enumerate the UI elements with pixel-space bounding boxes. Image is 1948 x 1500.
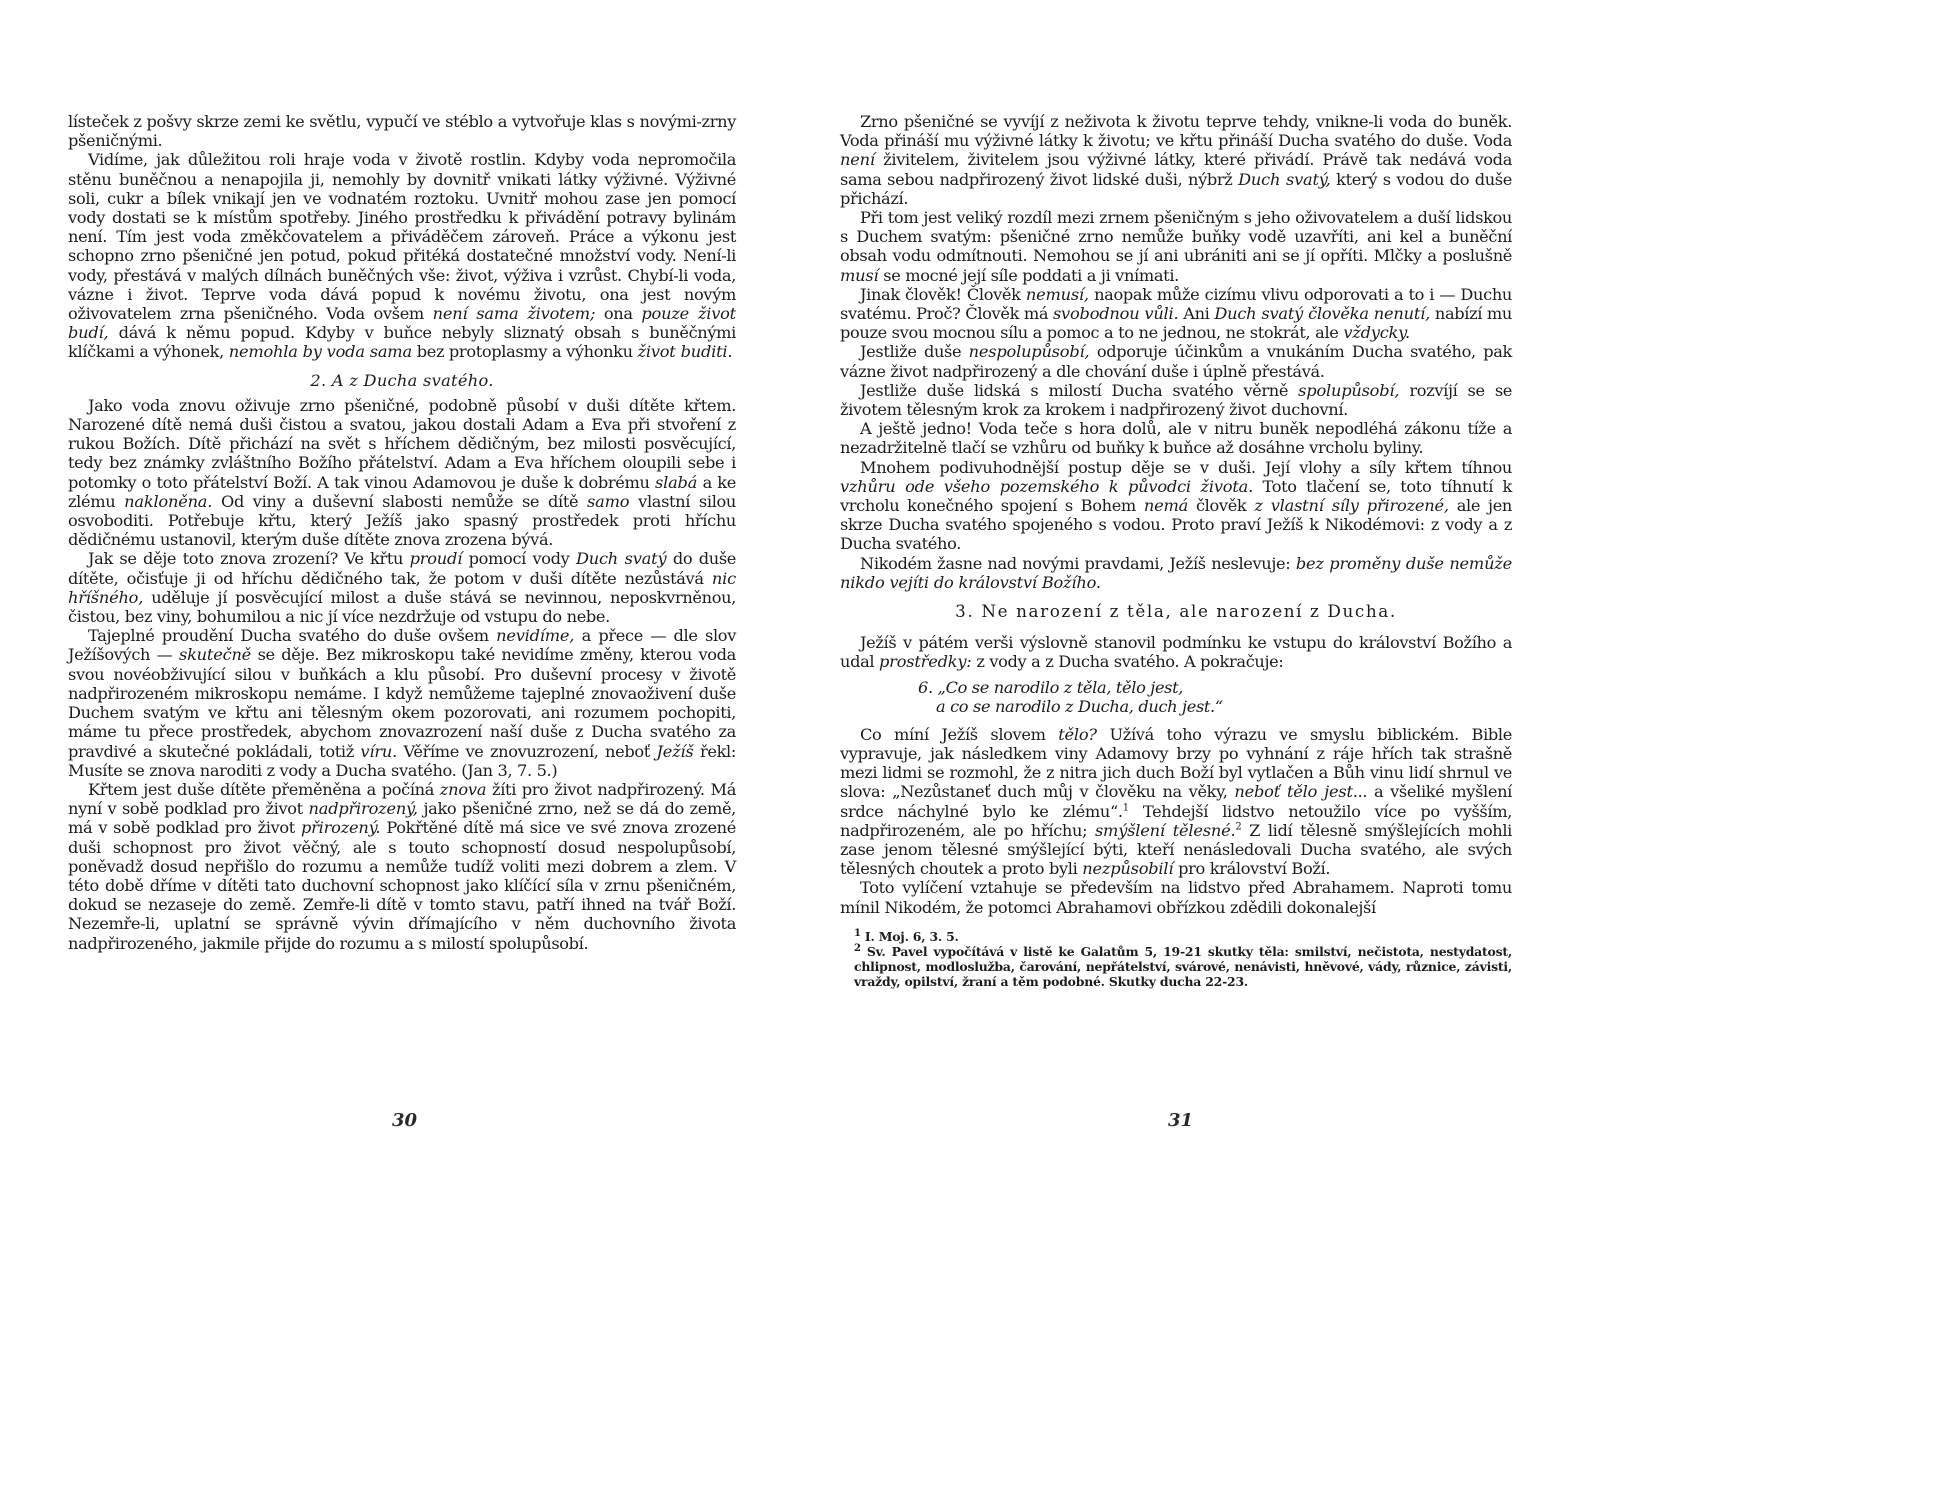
page-number: 30 xyxy=(392,1110,418,1131)
paragraph: Jak se děje toto znova zrození? Ve křtu proudí pomocí vody Duch svatý do duše dítěte, očisťuje ji od hříchu dědičného tak, že potom v duši dítěte nezůstává nic hříšného, uděluje jí posvěcující milost a duše stává se nevinnou, neposkvrněnou, čistou, bez viny, bohumilou a nic jí více nezdržuje od vstupu do nebe. xyxy=(68,549,737,627)
paragraph: Jako voda znovu oživuje zrno pšeničné, podobně působí v duši dítěte křtem. Narozené dítě nemá duši čistou a svatou, jakou dostali Adam a Eva při stvoření z rukou Božích. Dítě přichází na svět s hříchem dědičným, bez milosti posvěcující, tedy bez známky zvláštního Božího přátelství. Adam a Eva hříchem oloupili sebe i potomky o toto přátelství Boží. A tak vinou Adamovou je duše k dobrému slabá a ke zlému nakloněna. Od viny a duševní slabosti nemůže se dítě samo vlastní silou osvoboditi. Potřebuje křtu, který Ježíš jako spasný prostředek proti hříchu dědičnému ustanovil, kterým duše dítěte znova zrozena bývá. xyxy=(68,395,736,550)
footnote-ref: 2 xyxy=(1235,821,1242,833)
section-heading: 3. Ne narození z těla, ale narození z Ducha. xyxy=(955,601,1397,622)
paragraph: Jestliže duše nespolupůsobí, odporuje účinkům a vnukáním Ducha svatého, pak vázne život nadpřirozený a dle chování duše i úplně přestává. xyxy=(840,342,1512,381)
bible-verse-quote xyxy=(918,678,1512,717)
paragraph: Při tom jest veliký rozdíl mezi zrnem pšeničným s jeho oživovatelem a duší lidskou s Duchem svatým: pšeničné zrno nemůže buňky vodě uzavříti, ani kel a buněční obsah vodu odmítnouti. Nemohou se jí ani ubrániti ani se jí opříti. Mlčky a poslušně musí se mocné její síle poddati a ji vnímati. xyxy=(840,208,1512,285)
paragraph: Jestliže duše lidská s milostí Ducha svatého věrně spolupůsobí, rozvíjí se se životem tělesným krok za krokem i nadpřirozený život duchovní. xyxy=(840,380,1513,420)
footnote: $^1$ I. Moj. 6, 3. 5. xyxy=(854,927,959,944)
paragraph: A ještě jedno! Voda teče s hora dolů, ale v nitru buněk nepodléhá zákonu tíže a nezadržitelně tlačí se vzhůru od buňky k buňce až dosáhne vrcholu byliny. xyxy=(840,419,1512,458)
paragraph: Mnohem podivuhodnější postup děje se v duši. Její vlohy a síly křtem tíhnou vzhůru ode všeho pozemského k původci života. Toto tlačení se, toto tíhnutí k vrcholu konečného spojení s Bohem nemá člověk z vlastní síly přirozené, ale jen skrze Ducha svatého spojeného s vodou. Proto praví Ježíš k Nikodémovi: z vody a z Ducha svatého. xyxy=(840,457,1512,554)
footnotes xyxy=(840,929,1512,989)
footnote-ref: 1 xyxy=(1122,802,1129,814)
left-page-text xyxy=(68,112,736,953)
paragraph: Křtem jest duše dítěte přeměněna a počíná znova žíti pro život nadpřirozený. Má nyní v sobě podklad pro život nadpřirozený, jako pšeničné zrno, než se dá do země, má v sobě podklad pro život přirozený. Pokřtěné dítě má sice ve své znova zrozené duši schopnost pro život věčný, ale s touto schopností dosud nespolupůsobí, poněvadž dosud nepřišlo do rozumu a nemůže tudíž voliti mezi dobrem a zlem. V této době dříme v dítěti tato duchovní schopnost jako klíčící síla v zrnu pšeničném, dokud se nezaseje do země. Zemře-li dítě v tomto stavu, patří ihned na tvář Boží. Nezemře-li, uplatní se správně vývin dřímajícího v něm duchovního života nadpřirozeného, jakmile přijde do rozumu a s milostí spolupůsobí. xyxy=(68,779,736,953)
page-number: 31 xyxy=(1168,1110,1194,1131)
verse-line: a co se narodilo z Ducha, duch jest.“ xyxy=(936,697,1223,717)
paragraph: Co míní Ježíš slovem tělo? Užívá toho výrazu ve smyslu biblickém. Bible vypravuje, jak následkem viny Adamovy brzy po vyhnání z ráje hřích tak strašně mezi lidmi se rozmohl, že z nitra jich duch Boží byl vytlačen a Bůh vinu lidí shrnul ve slova: „Nezůstaneť duch můj v člověku na věky, neboť tělo jest... a všeliké myšlení srdce náchylné bylo ke zlému“.$^1$ Tehdejší lidstvo netoužilo více po vyšším, nadpřirozeném, ale po hříchu; smýšlení tělesné.$^2$ Z lidí tělesně smýšlejících mohli zase jenom tělesné smýšlející býti, kteří nenásledovali Ducha svatého, ale svých tělesných choutek a proto byli nezpůsobilí pro království Boží. xyxy=(840,724,1512,879)
section-heading: 2. A z Ducha svatého. xyxy=(310,370,494,390)
verse-line: 6. „Co se narodilo z těla, tělo jest, xyxy=(918,677,1184,697)
paragraph: Tajeplné proudění Ducha svatého do duše ovšem nevidíme, a přece — dle slov Ježíšových — skutečně se děje. Bez mikroskopu také nevidíme změny, kterou voda svou novéobživující silou v buňkách a klu působí. Pro duševní procesy v životě nadpřirozeném mikroskopu nemáme. I když nemůžeme tajeplné znovaoživení duše Duchem svatým ve křtu ani tělesným okem pozorovati, ani rozumem pochopiti, máme tu přece prostředek, abychom znovazrození naší duše z Ducha svatého za pravdivé a skutečné pokládali, totiž víru. Věříme ve znovuzrození, neboť Ježíš řekl: Musíte se znova naroditi z vody a Ducha svatého. (Jan 3, 7. 5.) xyxy=(68,626,736,780)
paragraph: Vidíme, jak důležitou roli hraje voda v životě rostlin. Kdyby voda nepromočila stěnu buněčnou a nenapojila ji, nemohly by dovnitř vnikati látky výživné. Výživné soli, cukr a bílek vnikají jen ve vodnatém roztoku. Uvnitř mohou zase jen pomocí vody dostati se k místům spotřeby. Jiného prostředku k přivádění potravy bylinám není. Tím jest voda změkčovatelem a přiváděčem zároveň. Práce a výkonu jest schopno zrno pšeničné jen potud, pokud přitéká dostatečné množství vody. Není-li vody, přestává v malých dílnách buněčných vše: život, výživa i vzrůst. Chybí-li voda, vázne i život. Teprve voda dává popud k novému životu, ona jest novým oživovatelem zrna pšeničného. Voda ovšem není sama životem; ona pouze život budí, dává k němu popud. Kdyby v buňce nebyly sliznatý obsah s buněčnými klíčkami a výhonek, nemohla by voda sama bez protoplasmy a výhonku život buditi. xyxy=(68,150,736,362)
paragraph: lísteček z pošvy skrze zemi ke světlu, vypučí ve stéblo a vytvořuje klas s novými-zrny pšeničnými. xyxy=(68,112,736,151)
paragraph: Toto vylíčení vztahuje se především na lidstvo před Abrahamem. Naproti tomu mínil Nikodém, že potomci Abrahamovi obřízkou zdědili dokonalejší xyxy=(840,878,1512,917)
paragraph: Ježíš v pátém verši výslovně stanovil podmínku ke vstupu do království Božího a udal prostředky: z vody a z Ducha svatého. A pokračuje: xyxy=(840,633,1512,672)
paragraph: Nikodém žasne nad novými pravdami, Ježíš neslevuje: bez proměny duše nemůže nikdo vejíti do království Božího. xyxy=(840,553,1513,592)
paragraph: Jinak člověk! Člověk nemusí, naopak může cizímu vlivu odporovati a to i — Duchu svatému. Proč? Člověk má svobodnou vůli. Ani Duch svatý člověka nenutí, nabízí mu pouze svou mocnou sílu a pomoc a to ne jednou, ne stokrát, ale vždycky. xyxy=(840,284,1513,343)
right-page-text xyxy=(840,112,1512,989)
footnote: $^2$ Sv. Pavel vypočítává v listě ke Galatům 5, 19-21 skutky těla: smilství, nečistota, nestydatost, chlipnost, modloslužba, čarování, nepřátelství, svárové, nenávisti, hněvové, vády, různice, závisti, vraždy, opilství, žraní a těm podobné. Skutky ducha 22-23. xyxy=(854,942,1512,989)
paragraph: Zrno pšeničné se vyvíjí z neživota k životu teprve tehdy, vnikne-li voda do buněk. Voda přináší mu výživné látky k životu; ve křtu přináší Ducha svatého do duše. Voda není živitelem, živitelem jsou výživné látky, které přivádí. Právě tak nedává voda sama sebou nadpřirozený život lidské duši, nýbrž Duch svatý, který s vodou do duše přichází. xyxy=(840,112,1512,208)
